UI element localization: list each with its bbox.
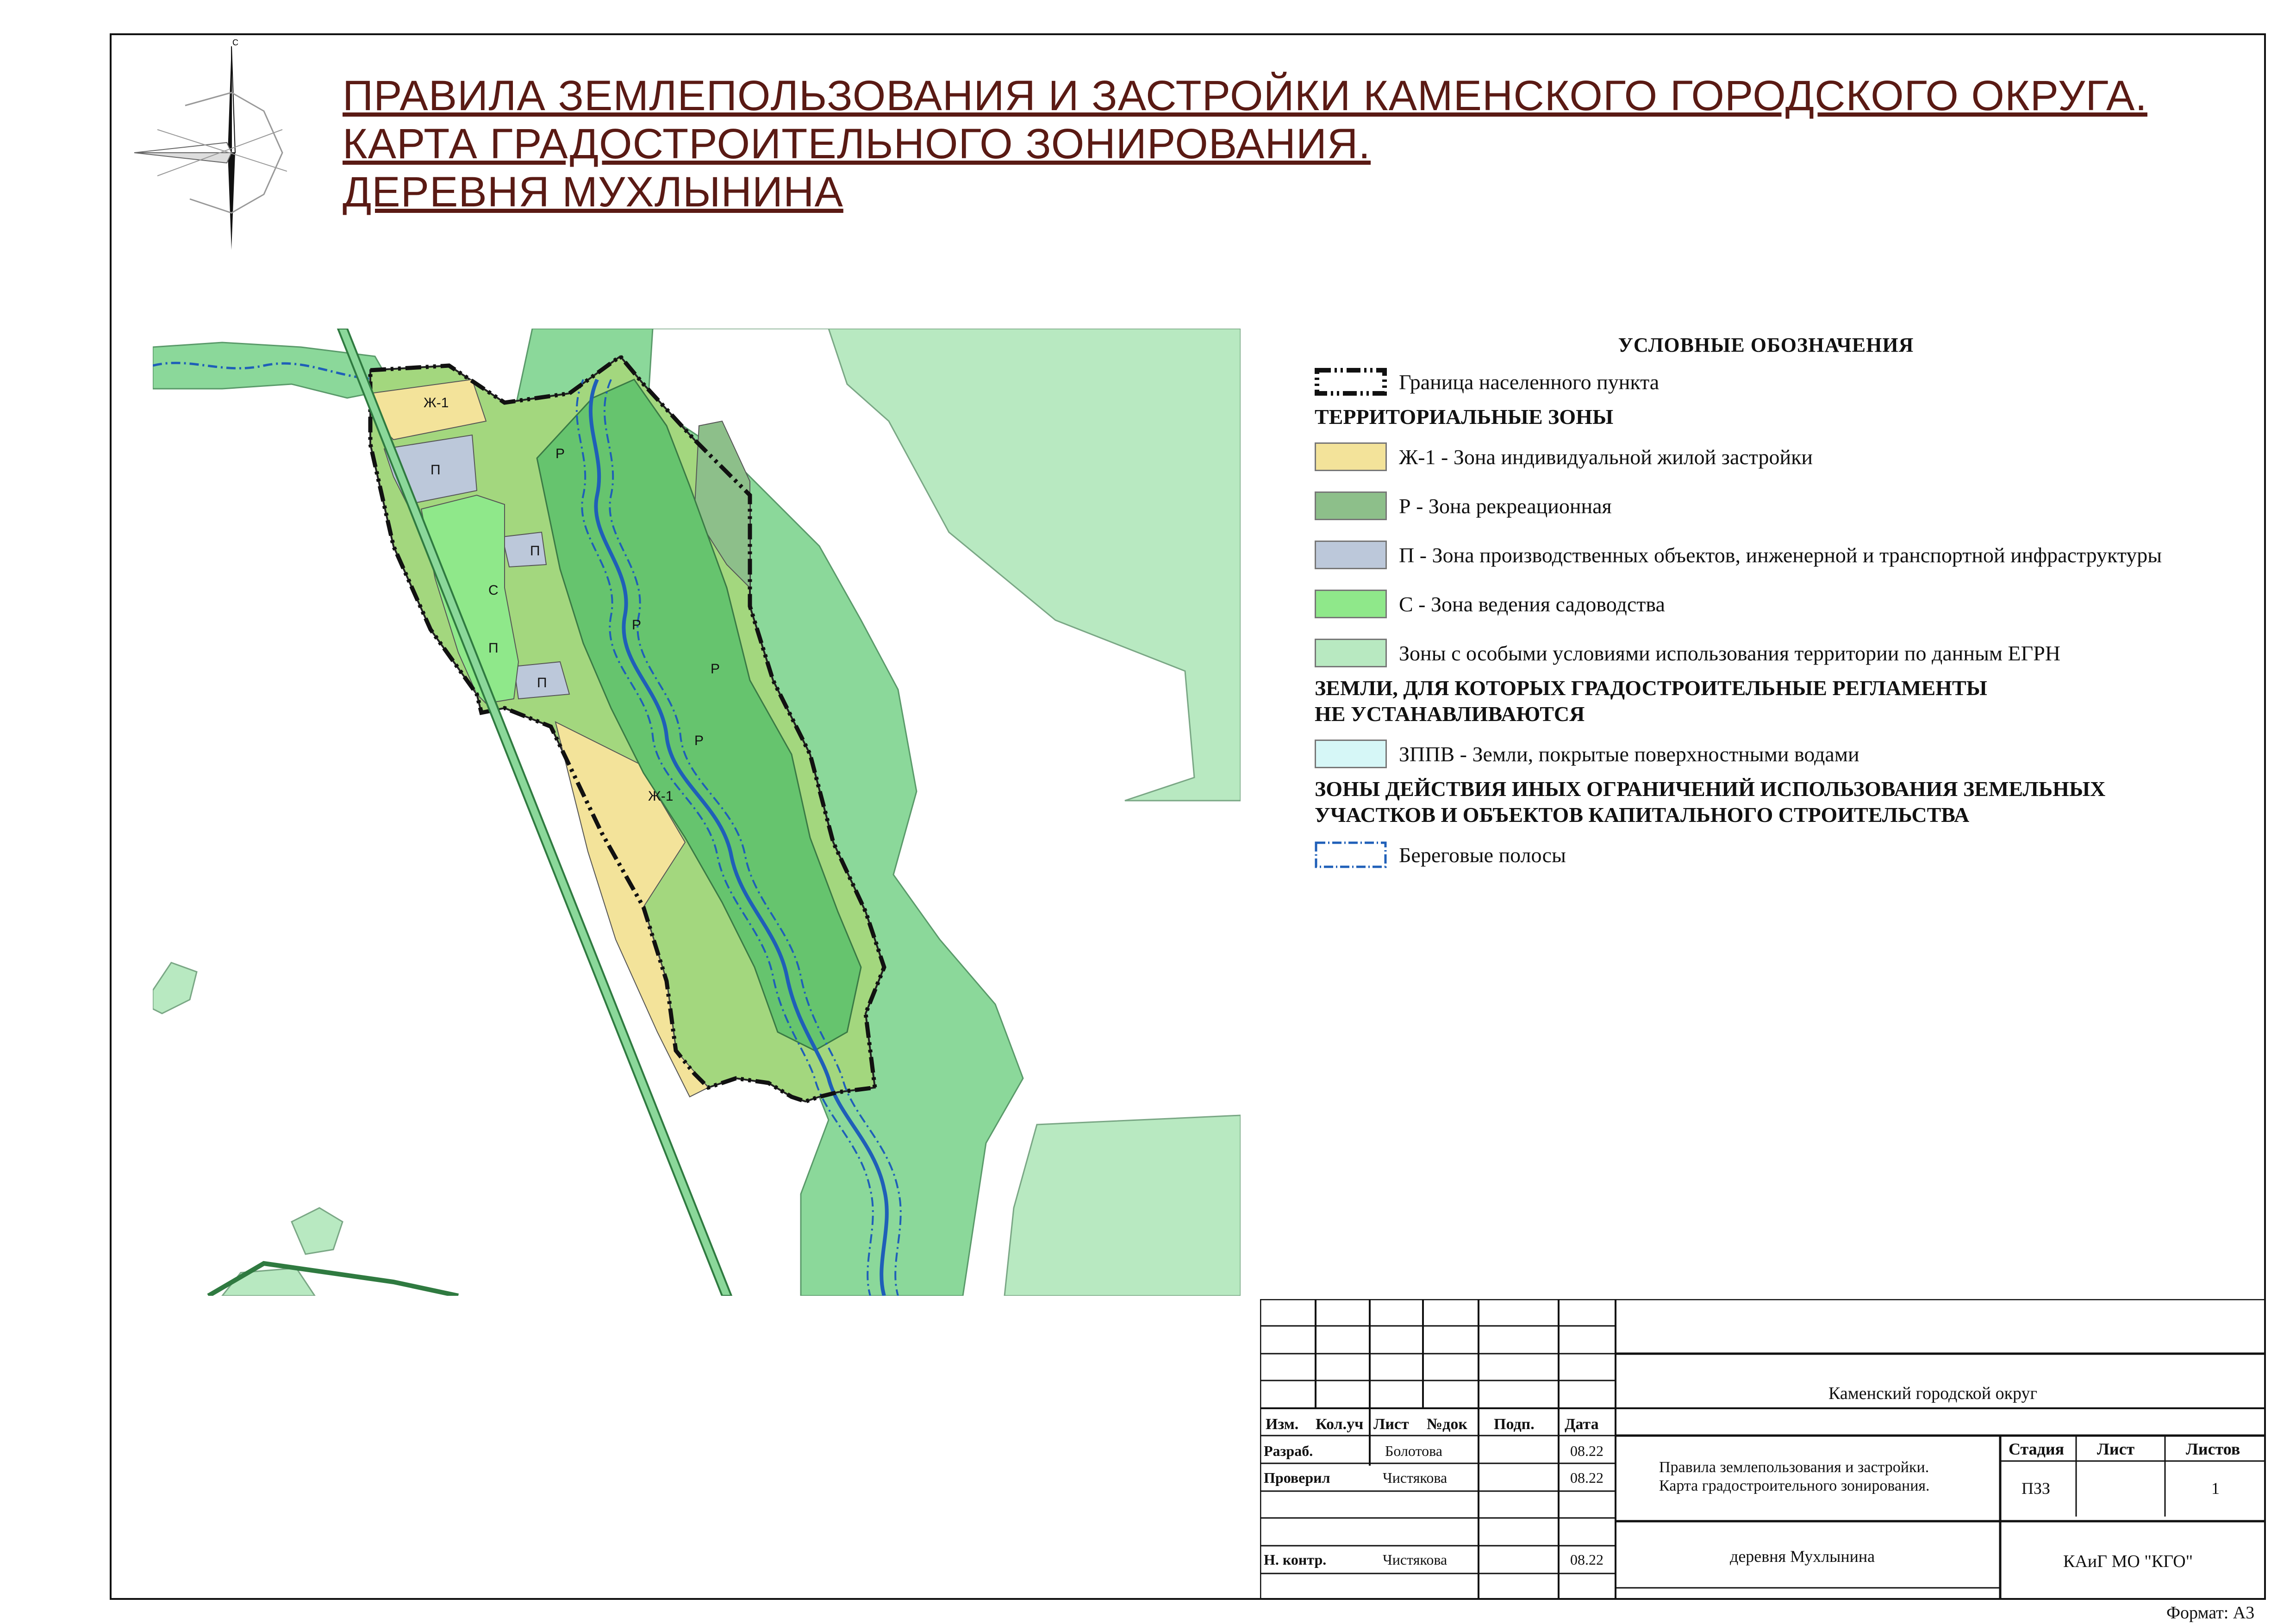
- legend-zone-label: С - Зона ведения садоводства: [1399, 592, 1665, 616]
- stamp-header: Кол.уч: [1316, 1416, 1364, 1433]
- legend-row-shore: [1315, 836, 2240, 873]
- legend-row-zone: [1315, 585, 2240, 622]
- zone-label: П: [488, 640, 499, 656]
- shore-swatch-icon: [1315, 840, 1387, 869]
- north-arrow-icon: [130, 37, 287, 250]
- stamp-role: Проверил: [1264, 1469, 1330, 1486]
- stamp-sheets-value: 1: [2211, 1479, 2220, 1498]
- legend: [1315, 333, 2240, 873]
- stamp-doc-title-line: Правила землепользования и застройки.: [1659, 1459, 1929, 1476]
- heading-line: НЕ УСТАНАВЛИВАЮТСЯ: [1315, 702, 1585, 726]
- stamp-sheets-label: Листов: [2186, 1440, 2240, 1458]
- zone-label: Р: [694, 733, 704, 748]
- zone-label: П: [430, 462, 441, 478]
- zone-label: Р: [711, 661, 720, 677]
- title-line-2: КАРТА ГРАДОСТРОИТЕЛЬНОГО ЗОНИРОВАНИЯ.: [343, 120, 1371, 168]
- zone-r-swatch: [1315, 491, 1387, 520]
- stamp-company: КАиГ МО "КГО": [2063, 1552, 2193, 1571]
- stamp-name: Чистякова: [1383, 1469, 1447, 1486]
- zone-zh1-swatch: [1315, 442, 1387, 471]
- heading-line: УЧАСТКОВ И ОБЪЕКТОВ КАПИТАЛЬНОГО СТРОИТЕЛЬСТВА: [1315, 803, 1970, 827]
- zone-p-swatch: [1315, 541, 1387, 569]
- zone-label: Р: [632, 617, 642, 633]
- stamp-date: 08.22: [1570, 1551, 1603, 1568]
- legend-title: УСЛОВНЫЕ ОБОЗНАЧЕНИЯ: [1618, 334, 1914, 356]
- stamp-header: Лист: [1373, 1416, 1409, 1433]
- stamp-place: деревня Мухлынина: [1730, 1547, 1875, 1566]
- stamp-date: 08.22: [1570, 1469, 1603, 1486]
- stamp-role: Н. контр.: [1264, 1551, 1327, 1568]
- stamp-header: №док: [1427, 1416, 1467, 1433]
- zone-label: Р: [555, 446, 565, 461]
- legend-row-boundary: [1315, 363, 2240, 400]
- legend-zone-label: Р - Зона рекреационная: [1399, 494, 1612, 518]
- zone-label: Ж-1: [424, 395, 449, 410]
- zone-label: П: [530, 543, 540, 559]
- stamp-header: Дата: [1565, 1416, 1599, 1433]
- zone-egrn-swatch: [1315, 639, 1387, 667]
- stamp-sheet-label: Лист: [2097, 1440, 2135, 1458]
- zone-label: Ж-1: [648, 789, 674, 804]
- zone-label: П: [537, 675, 547, 690]
- legend-zone-label: П - Зона производственных объектов, инженерной и транспортной инфраструктуры: [1399, 543, 2162, 567]
- stamp-header: Подп.: [1494, 1416, 1535, 1433]
- stamp-organization: Каменский городской округ: [1828, 1384, 2038, 1403]
- title-line-3: ДЕРЕВНЯ МУХЛЫНИНА: [343, 168, 843, 216]
- heading-line: ЗОНЫ ДЕЙСТВИЯ ИНЫХ ОГРАНИЧЕНИЙ ИСПОЛЬЗОВАНИЯ ЗЕМЕЛЬНЫХ: [1315, 777, 2106, 801]
- stamp-header: Изм.: [1266, 1416, 1299, 1433]
- stamp-stage-label: Стадия: [2009, 1440, 2065, 1458]
- legend-row-zone: [1315, 634, 2240, 672]
- heading-line: ЗЕМЛИ, ДЛЯ КОТОРЫХ ГРАДОСТРОИТЕЛЬНЫЕ РЕГЛАМЕНТЫ: [1315, 676, 1987, 700]
- stamp-name: Болотова: [1385, 1443, 1442, 1459]
- stamp-name: Чистякова: [1383, 1551, 1447, 1568]
- stamp-role: Разраб.: [1264, 1443, 1313, 1459]
- legend-water-label: ЗППВ - Земли, покрытые поверхностными водами: [1399, 742, 1859, 766]
- stamp-stage-value: ПЗЗ: [2021, 1479, 2051, 1498]
- stamp-doc-title-line: Карта градостроительного зонирования.: [1659, 1477, 1930, 1494]
- boundary-swatch-icon: [1315, 367, 1387, 396]
- zone-label: С: [488, 583, 499, 598]
- egrn-zone-west: [153, 963, 197, 1014]
- stamp-date: 08.22: [1570, 1443, 1603, 1459]
- title-block: [1260, 1299, 2266, 1600]
- legend-no-regulation-heading: [1315, 675, 2240, 727]
- legend-row-zone: [1315, 487, 2240, 524]
- map-title: [343, 72, 2147, 216]
- north-letter: С: [232, 38, 238, 47]
- legend-restrictions-heading: [1315, 776, 2240, 828]
- legend-zone-label: Зоны с особыми условиями использования территории по данным ЕГРН: [1399, 641, 2061, 665]
- zoning-map: [153, 329, 1241, 1296]
- legend-row-water: [1315, 735, 2240, 772]
- water-swatch: [1315, 740, 1387, 768]
- zone-s-swatch: [1315, 590, 1387, 618]
- egrn-zone-southwest: [292, 1208, 343, 1254]
- legend-zone-label: Ж-1 - Зона индивидуальной жилой застройки: [1399, 445, 1813, 469]
- legend-boundary-label: Граница населенного пункта: [1399, 370, 1660, 394]
- legend-row-zone: [1315, 536, 2240, 573]
- egrn-zone-south: [1004, 1115, 1241, 1296]
- legend-row-zone: [1315, 438, 2240, 475]
- legend-territorial-heading: ТЕРРИТОРИАЛЬНЫЕ ЗОНЫ: [1315, 405, 1614, 429]
- title-line-1: ПРАВИЛА ЗЕМЛЕПОЛЬЗОВАНИЯ И ЗАСТРОЙКИ КАМЕНСКОГО ГОРОДСКОГО ОКРУГА.: [343, 72, 2147, 119]
- paper-format: Формат: А3: [2166, 1603, 2255, 1623]
- legend-shore-label: Береговые полосы: [1399, 843, 1566, 867]
